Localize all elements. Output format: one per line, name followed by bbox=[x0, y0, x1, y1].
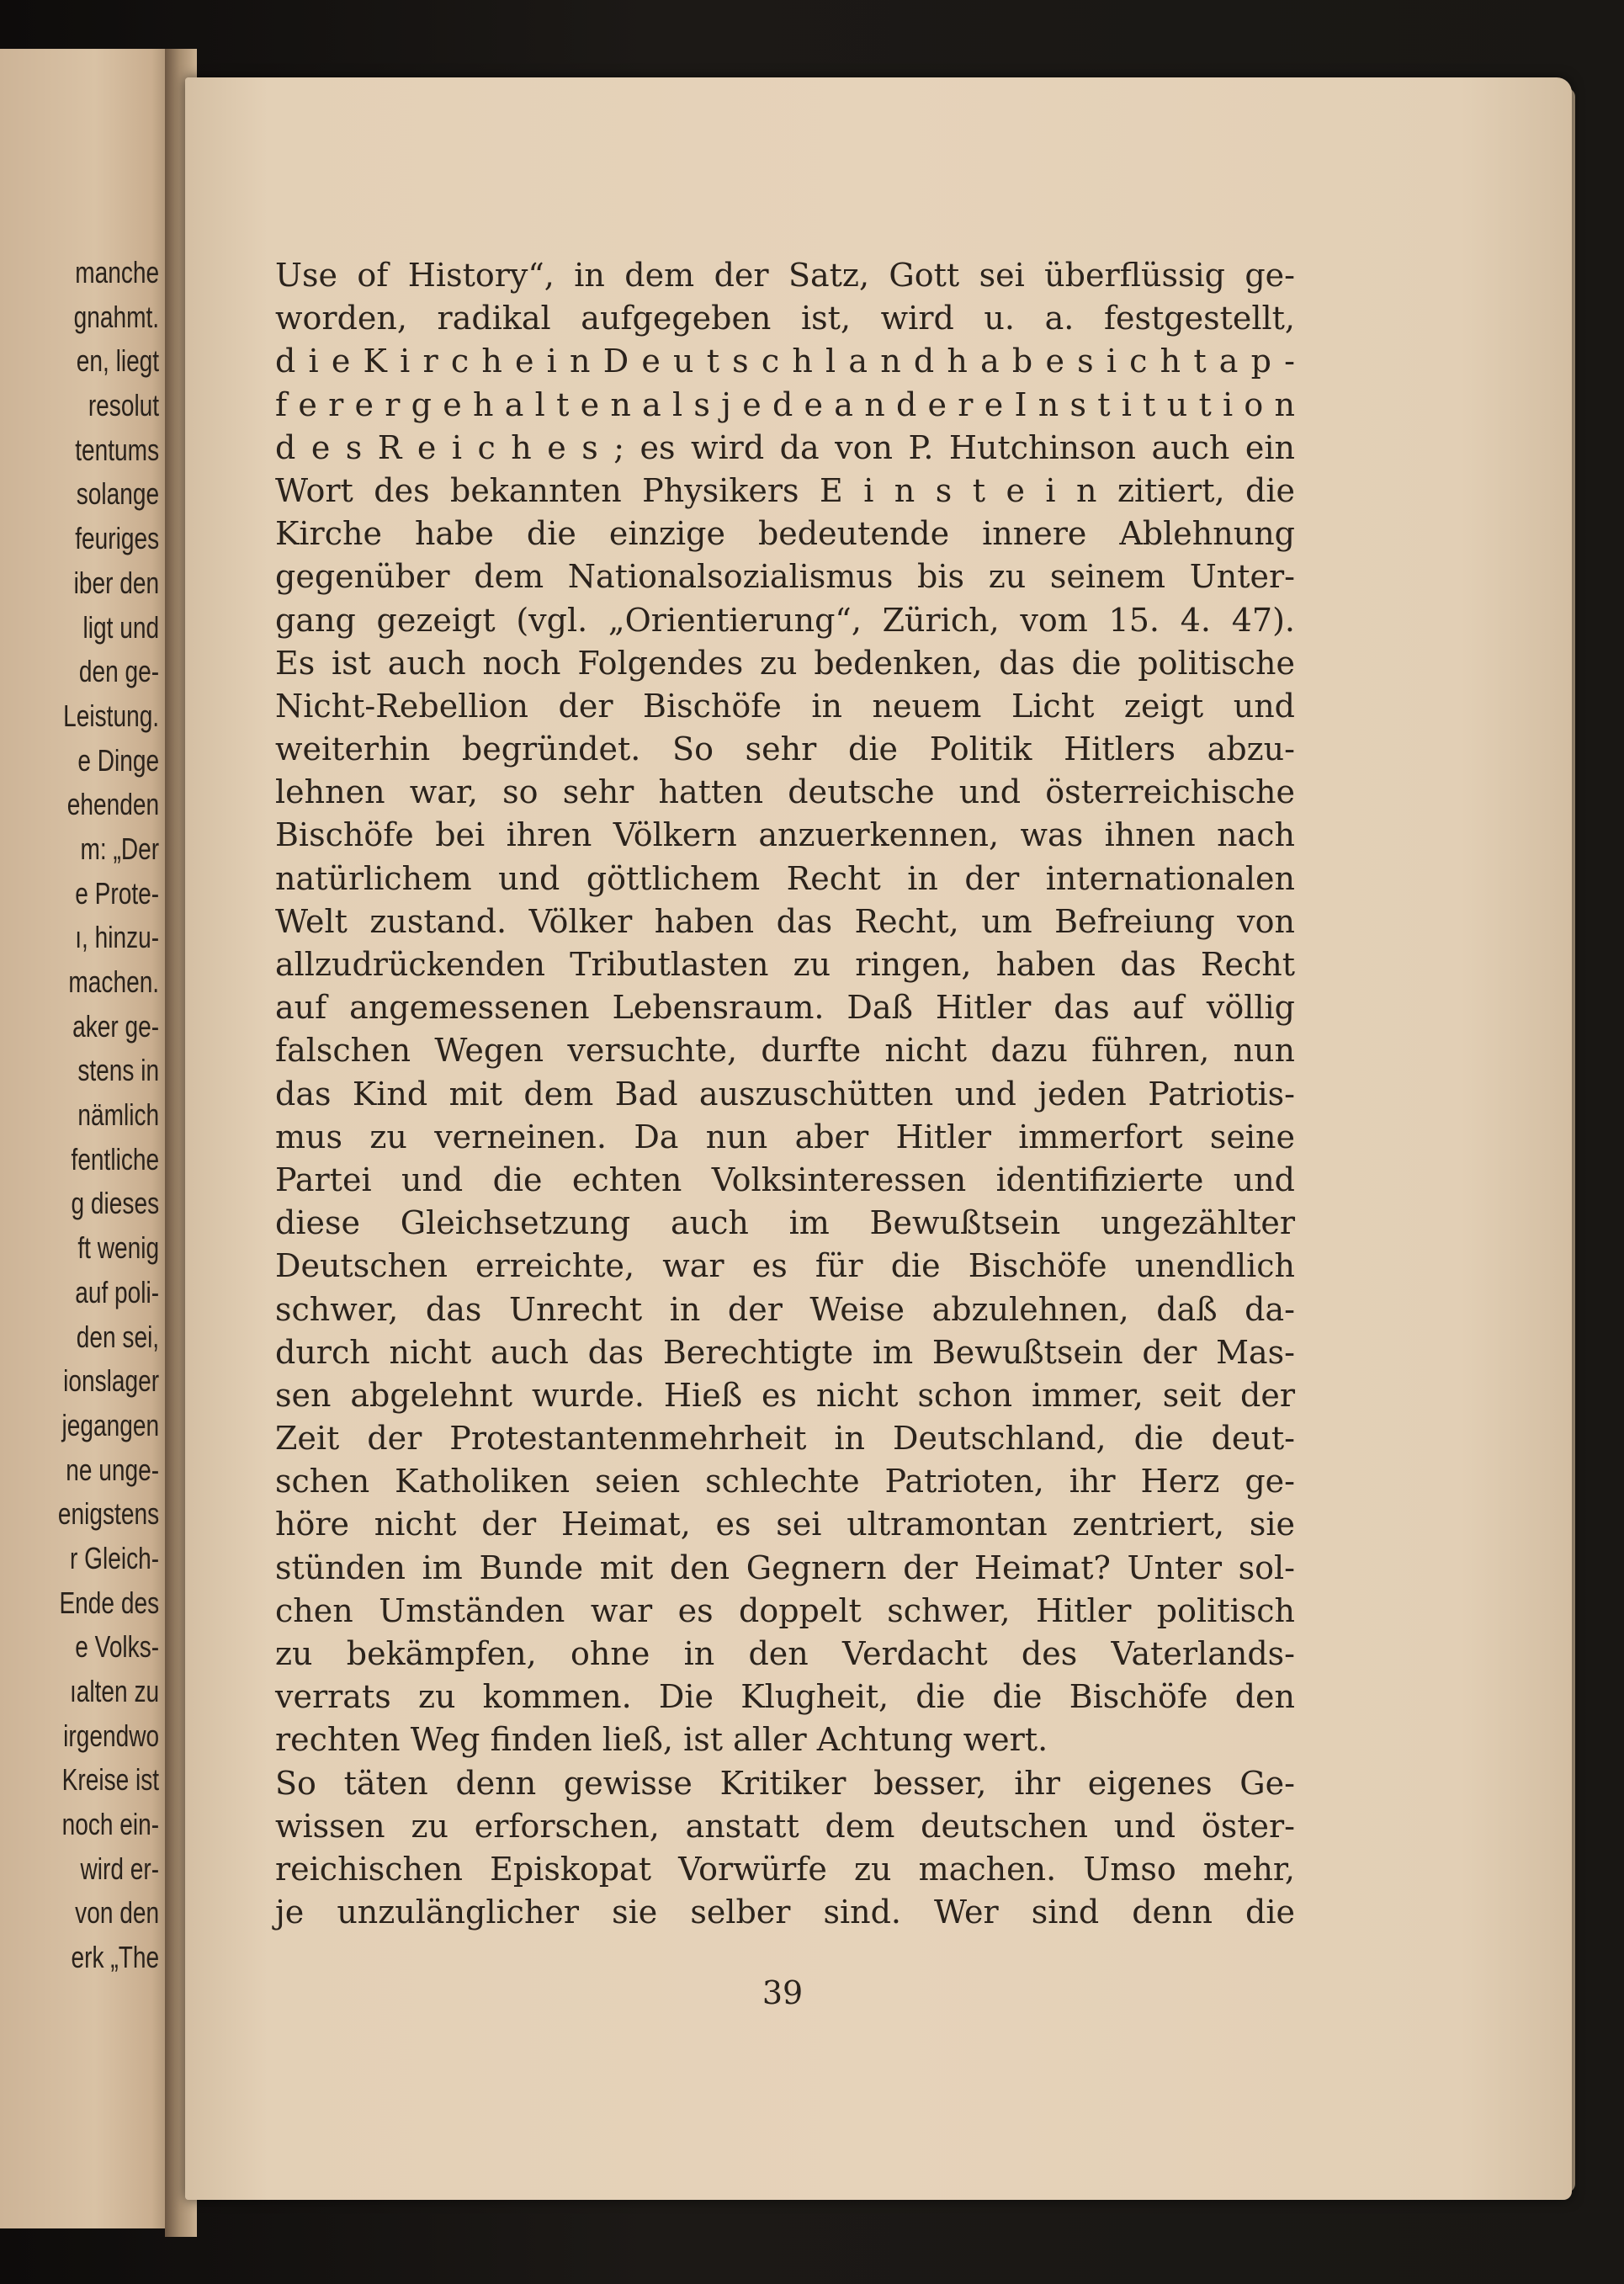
left-line: ne unge- bbox=[66, 1452, 159, 1487]
text-line: So täten denn gewisse Kritiker besser, ihr eigenes Ge- bbox=[275, 1764, 1295, 1802]
left-line: stens in bbox=[77, 1053, 159, 1088]
left-line: jegangen bbox=[61, 1407, 159, 1442]
left-line: e Volks- bbox=[75, 1629, 159, 1665]
left-line: nämlich bbox=[77, 1097, 159, 1133]
left-line: r Gleich- bbox=[69, 1540, 159, 1575]
left-line: irgendwo bbox=[63, 1718, 159, 1753]
left-line: ehenden bbox=[66, 787, 159, 822]
text-line: je unzulänglicher sie selber sind. Wer sind denn die bbox=[275, 1894, 1295, 1931]
left-line: gnahmt. bbox=[73, 299, 159, 334]
left-line: g dieses bbox=[71, 1186, 159, 1221]
left-line: manche bbox=[75, 255, 159, 289]
left-line: aker ge- bbox=[72, 1008, 159, 1044]
text-line: höre nicht der Heimat, es sei ultramontan zentriert, sie bbox=[275, 1506, 1295, 1543]
text-line: Bischöfe bei ihren Völkern anzuerkennen, was ihnen nach bbox=[275, 816, 1295, 854]
left-line: m: „Der bbox=[80, 831, 159, 866]
left-line: erk „The bbox=[71, 1940, 159, 1975]
page-number: 39 bbox=[762, 1974, 804, 2011]
left-line: den ge- bbox=[78, 654, 159, 689]
left-line: ı, hinzu- bbox=[75, 920, 159, 955]
left-line: en, liegt bbox=[76, 343, 159, 379]
left-line: ionslager bbox=[63, 1363, 159, 1399]
left-line: auf poli- bbox=[75, 1274, 159, 1309]
left-line: resolut bbox=[88, 388, 159, 423]
text-line: d i e K i r c h e i n D e u t s c h l a n d h a b e s i c h t a p - bbox=[275, 343, 1295, 380]
left-line: Ende des bbox=[59, 1585, 159, 1620]
text-line: Partei und die echten Volksinteressen identifizierte und bbox=[275, 1161, 1295, 1198]
left-line: den sei, bbox=[76, 1319, 159, 1354]
text-line: natürlichem und göttlichem Recht in der internationalen bbox=[275, 859, 1295, 897]
text-line: wissen zu erforschen, anstatt dem deutschen und öster- bbox=[275, 1807, 1295, 1845]
left-line: fentliche bbox=[71, 1141, 159, 1177]
text-line: gegenüber dem Nationalsozialismus bis zu seinem Unter- bbox=[275, 558, 1295, 596]
left-line: noch ein- bbox=[61, 1807, 159, 1842]
page-body-text bbox=[275, 254, 1295, 1934]
text-line: schen Katholiken seien schlechte Patrioten, ihr Herz ge- bbox=[275, 1463, 1295, 1501]
left-line: solange bbox=[76, 476, 159, 512]
text-line: lehnen war, so sehr hatten deutsche und österreichische bbox=[275, 773, 1295, 811]
text-line: mus zu verneinen. Da nun aber Hitler immerfort seine bbox=[275, 1118, 1295, 1155]
left-line: e Dinge bbox=[77, 742, 159, 778]
text-line: Kirche habe die einzige bedeutende innere Ablehnung bbox=[275, 515, 1295, 553]
left-line: tentums bbox=[75, 432, 159, 467]
text-line: gang gezeigt (vgl. „Orientierung“, Zürich, vom 15. 4. 47). bbox=[275, 601, 1295, 639]
text-line: allzudrückenden Tributlasten zu ringen, haben das Recht bbox=[275, 946, 1295, 983]
text-line: stünden im Bunde mit den Gegnern der Heimat? Unter sol- bbox=[275, 1548, 1295, 1586]
left-line: ıalten zu bbox=[69, 1674, 159, 1708]
text-line: d e s R e i c h e s ; es wird da von P. Hutchinson auch ein bbox=[275, 428, 1295, 466]
text-line: f e r e r g e h a l t e n a l s j e d e a n d e r e I n s t i t u t i o n bbox=[275, 385, 1295, 423]
text-line: rechten Weg finden ließ, ist aller Achtung wert. bbox=[275, 1721, 1048, 1759]
text-line: Zeit der Protestantenmehrheit in Deutschland, die deut- bbox=[275, 1420, 1295, 1458]
text-line: zu bekämpfen, ohne in den Verdacht des Vaterlands- bbox=[275, 1635, 1295, 1672]
left-line: Kreise ist bbox=[61, 1762, 159, 1798]
left-line: enigstens bbox=[57, 1496, 159, 1532]
left-facing-page bbox=[0, 49, 172, 2228]
text-line: auf angemessenen Lebensraum. Daß Hitler das auf völlig bbox=[275, 989, 1295, 1027]
left-line: von den bbox=[75, 1895, 159, 1931]
text-line: schwer, das Unrecht in der Weise abzulehnen, daß da- bbox=[275, 1290, 1295, 1328]
left-line: machen. bbox=[68, 964, 159, 999]
text-line: das Kind mit dem Bad auszuschütten und jeden Patriotis- bbox=[275, 1075, 1295, 1113]
text-line: reichischen Episkopat Vorwürfe zu machen. Umso mehr, bbox=[275, 1850, 1295, 1888]
left-line: feuriges bbox=[75, 521, 159, 556]
left-line: Leistung. bbox=[63, 698, 159, 733]
text-line: weiterhin begründet. So sehr die Politik Hitlers abzu- bbox=[275, 730, 1295, 768]
text-line: Welt zustand. Völker haben das Recht, um Befreiung von bbox=[275, 902, 1295, 940]
text-line: worden, radikal aufgegeben ist, wird u. a. festgestellt, bbox=[275, 300, 1295, 337]
left-line: e Prote- bbox=[75, 875, 159, 911]
text-line: Es ist auch noch Folgendes zu bedenken, das die politische bbox=[275, 644, 1295, 682]
left-line: ligt und bbox=[82, 609, 159, 645]
left-line: ft wenig bbox=[77, 1230, 159, 1266]
text-line: sen abgelehnt wurde. Hieß es nicht schon immer, seit der bbox=[275, 1376, 1295, 1414]
text-line: durch nicht auch das Berechtigte im Bewußtsein der Mas- bbox=[275, 1333, 1295, 1371]
left-line: wird er- bbox=[80, 1851, 159, 1886]
text-line: chen Umständen war es doppelt schwer, Hitler politisch bbox=[275, 1591, 1295, 1629]
text-line: Wort des bekannten Physikers E i n s t e i n zitiert, die bbox=[275, 471, 1295, 509]
text-line: Use of History“, in dem der Satz, Gott sei überflüssig ge- bbox=[275, 257, 1295, 294]
left-line: iber den bbox=[73, 565, 159, 600]
text-line: verrats zu kommen. Die Klugheit, die die Bischöfe den bbox=[275, 1678, 1295, 1716]
text-line: Deutschen erreichte, war es für die Bischöfe unendlich bbox=[275, 1247, 1295, 1285]
text-line: diese Gleichsetzung auch im Bewußtsein ungezählter bbox=[275, 1204, 1295, 1242]
text-line: falschen Wegen versuchte, durfte nicht dazu führen, nun bbox=[275, 1032, 1295, 1070]
left-page-text bbox=[58, 251, 159, 1980]
text-line: Nicht-Rebellion der Bischöfe in neuem Licht zeigt und bbox=[275, 687, 1295, 725]
